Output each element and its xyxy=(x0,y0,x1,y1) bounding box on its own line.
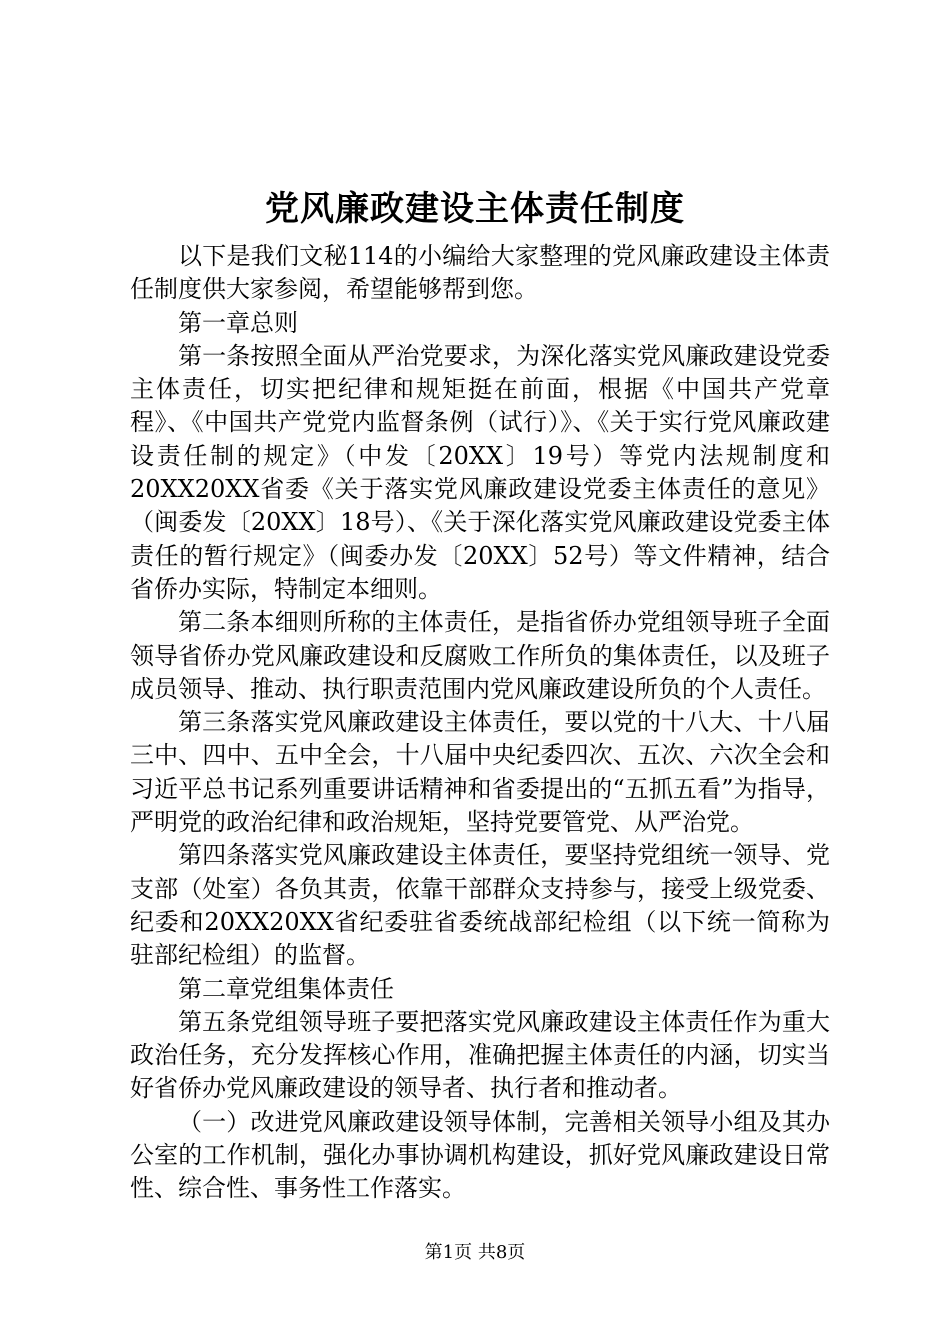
chapter-heading: 第二章党组集体责任 xyxy=(178,974,394,1003)
article-paragraph: 第一条按照全面从严治党要求，为深化落实党风廉政建设党委主体责任，切实把纪律和规矩挺在前面，根据《中国共产党章程》、《中国共产党党内监督条例（试行）》、《关于实行党风廉政建设责任制的规定》（中发〔20XX〕19号）等党内法规制度和20XX20XX省委《关于落实党风廉政建设党委主体责任的意见》（闽委发〔20XX〕18号）、《关于深化落实党风廉政建设党委主体责任的暂行规定》（闽委办发〔20XX〕52号）等文件精神，结合省侨办实际，特制定本细则。 xyxy=(130,341,830,603)
article-paragraph: 第二条本细则所称的主体责任，是指省侨办党组领导班子全面领导省侨办党风廉政建设和反腐败工作所负的集体责任，以及班子成员领导、推动、执行职责范围内党风廉政建设所负的个人责任。 xyxy=(130,608,830,703)
document-title: 党风廉政建设主体责任制度 xyxy=(265,189,685,229)
page-total: 共8页 xyxy=(477,1242,526,1263)
article-paragraph: （一）改进党风廉政建设领导体制，完善相关领导小组及其办公室的工作机制，强化办事协调机构建设，抓好党风廉政建设日常性、综合性、事务性工作落实。 xyxy=(130,1107,830,1203)
page-footer xyxy=(0,1241,950,1265)
article-paragraph: 第四条落实党风廉政建设主体责任，要坚持党组统一领导、党支部（处室）各负其责，依靠干部群众支持参与，接受上级党委、纪委和20XX20XX省纪委驻省委统战部纪检组（以下统一简称为驻部纪检组）的监督。 xyxy=(130,841,830,970)
chapter-heading: 第一章总则 xyxy=(178,308,298,337)
page-number: 第1页 xyxy=(424,1242,473,1263)
document-body xyxy=(130,240,830,1206)
intro-paragraph: 以下是我们文秘114的小编给大家整理的党风廉政建设主体责任制度供大家参阅，希望能够帮到您。 xyxy=(130,242,830,304)
article-paragraph: 第五条党组领导班子要把落实党风廉政建设主体责任作为重大政治任务，充分发挥核心作用，准确把握主体责任的内涵，切实当好省侨办党风廉政建设的领导者、执行者和推动者。 xyxy=(130,1007,830,1103)
article-paragraph: 第三条落实党风廉政建设主体责任，要以党的十八大、十八届三中、四中、五中全会，十八届中央纪委四次、五次、六次全会和习近平总书记系列重要讲话精神和省委提出的“五抓五看”为指导，严明党的政治纪律和政治规矩，坚持党要管党、从严治党。 xyxy=(130,708,830,837)
